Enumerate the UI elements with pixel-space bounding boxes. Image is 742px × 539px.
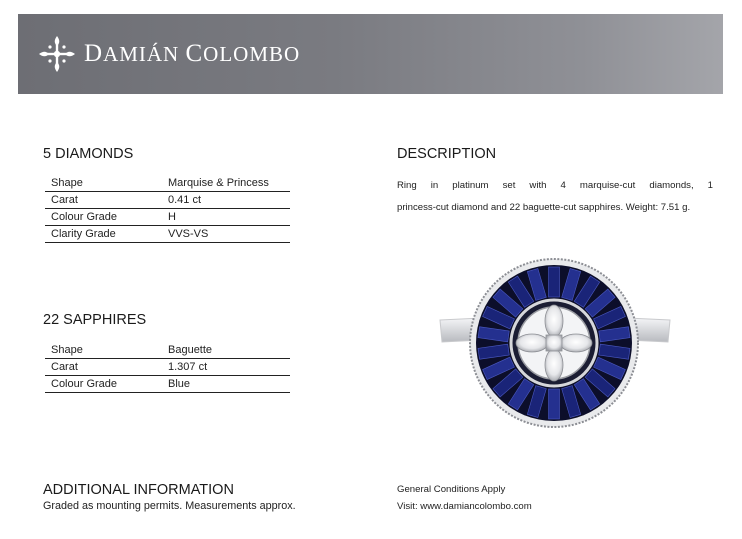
sapphires-table	[45, 342, 290, 393]
additional-text: Graded as mounting permits. Measurements approx.	[43, 500, 296, 512]
spec-label: Shape	[45, 342, 168, 359]
sapphires-title: 22 SAPPHIRES	[43, 312, 147, 328]
additional-title: ADDITIONAL INFORMATION	[43, 482, 234, 498]
spec-value: Baguette	[168, 342, 290, 359]
description-text	[397, 175, 713, 219]
table-row	[45, 175, 290, 192]
table-row	[45, 192, 290, 209]
spec-label: Colour Grade	[45, 376, 168, 393]
brand-word-1: AMIÁN	[103, 42, 180, 66]
spec-label: Carat	[45, 192, 168, 209]
description-title: DESCRIPTION	[397, 146, 497, 162]
sapphire-baguette	[549, 267, 560, 297]
table-row	[45, 209, 290, 226]
spec-label: Shape	[45, 175, 168, 192]
spec-label: Colour Grade	[45, 209, 168, 226]
conditions-text: General Conditions Apply	[397, 484, 506, 495]
fleur-cross-icon	[36, 33, 78, 75]
brand-name	[84, 40, 300, 68]
spec-value: Marquise & Princess	[168, 175, 290, 192]
diamonds-title: 5 DIAMONDS	[43, 146, 134, 162]
spec-value: H	[168, 209, 290, 226]
table-row	[45, 376, 290, 393]
brand-word-2: OLOMBO	[203, 42, 301, 66]
spec-value: Blue	[168, 376, 290, 393]
website-link[interactable]: Visit: www.damiancolombo.com	[397, 501, 532, 512]
spec-label: Clarity Grade	[45, 226, 168, 243]
brand-initial-2: C	[185, 40, 204, 67]
table-row	[45, 359, 290, 376]
spec-value: VVS-VS	[168, 226, 290, 243]
table-row	[45, 342, 290, 359]
spec-label: Carat	[45, 359, 168, 376]
description-line-2: princess-cut diamond and 22 baguette-cut sapphires. Weight: 7.51 g.	[397, 202, 691, 213]
table-row	[45, 226, 290, 243]
spec-value: 1.307 ct	[168, 359, 290, 376]
description-line-1: Ring in platinum set with 4 marquise-cut diamonds, 1	[397, 180, 713, 191]
spec-value: 0.41 ct	[168, 192, 290, 209]
ring-photo	[432, 258, 677, 438]
diamonds-table	[45, 175, 290, 243]
sapphire-baguette	[549, 389, 560, 419]
brand-logo[interactable]	[36, 34, 300, 74]
brand-initial-1: D	[84, 40, 104, 67]
